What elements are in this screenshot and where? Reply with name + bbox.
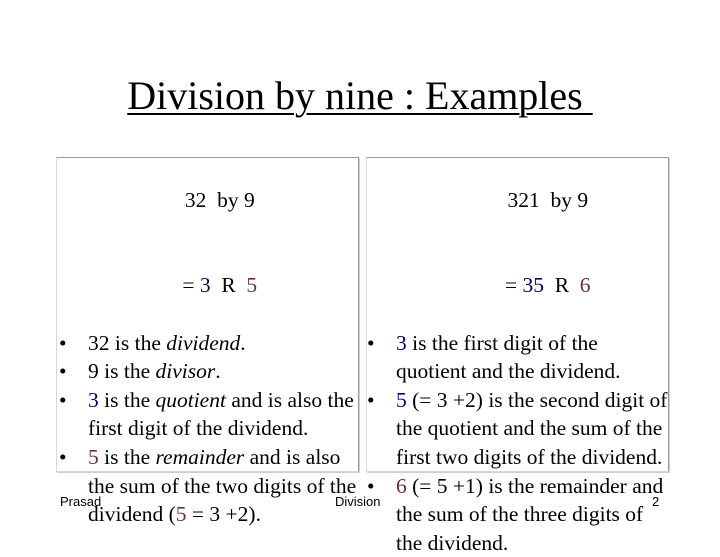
footer-author: Prasad	[60, 494, 102, 509]
left-quotient: 3	[199, 273, 211, 298]
left-heading-problem: 32 by 9	[184, 187, 255, 212]
right-bullet-2	[364, 386, 670, 472]
footer-page-number: 2	[652, 494, 660, 509]
right-example	[364, 157, 670, 557]
right-heading-r: R	[543, 273, 580, 298]
left-heading-line2	[56, 243, 360, 329]
right-bullet-list	[364, 329, 670, 557]
left-bullet-4-text: is the	[98, 444, 156, 469]
right-bullet-2-accent: 5	[396, 387, 407, 412]
right-bullet-2-text: (= 3 +2) is the second digit of the quotient and the sum of the first two digits of the dividend.	[396, 387, 668, 469]
right-bullet-3-text: (= 5 +1) is the remainder and the sum of the three digits of the dividend.	[396, 473, 664, 555]
left-bullet-4	[56, 443, 360, 529]
left-bullet-1	[56, 329, 360, 358]
left-bullet-3-text: is the	[98, 387, 156, 412]
left-bullet-4-accent2: 5	[175, 502, 187, 527]
right-heading-problem: 321 by 9	[507, 187, 589, 212]
slide-title-text: Division by nine : Examples	[127, 73, 593, 118]
bullet-icon: •	[59, 444, 67, 469]
bullet-icon: •	[367, 473, 375, 498]
bullet-icon: •	[59, 330, 67, 355]
right-bullet-1-accent: 3	[396, 330, 407, 355]
left-bullet-list	[56, 329, 360, 529]
left-bullet-1-em: dividend	[166, 330, 241, 355]
bullet-icon: •	[367, 330, 375, 355]
left-bullet-3-post: and is also the first digit of the dividend.	[88, 387, 354, 441]
left-bullet-2-post: .	[215, 359, 221, 384]
right-bullet-3	[364, 472, 670, 557]
left-bullet-3-accent: 3	[88, 387, 99, 412]
left-bullet-3-em: quotient	[155, 387, 226, 412]
right-quotient: 35	[522, 273, 544, 298]
left-example	[56, 157, 360, 529]
left-bullet-4-tail: = 3 +2).	[186, 502, 261, 527]
right-bullet-3-accent: 6	[396, 473, 407, 498]
left-bullet-2-text: 9 is the	[88, 359, 156, 384]
left-heading-line1	[56, 157, 360, 243]
left-bullet-3	[56, 386, 360, 443]
left-remainder: 5	[246, 273, 258, 298]
left-bullet-1-post: .	[240, 330, 246, 355]
footer-topic: Division	[335, 494, 381, 509]
right-heading-equals: =	[504, 273, 523, 298]
right-remainder: 6	[579, 273, 591, 298]
left-heading-r: R	[210, 273, 247, 298]
bullet-icon: •	[59, 387, 67, 412]
left-bullet-1-text: 32 is the	[88, 330, 167, 355]
left-heading-equals: =	[182, 273, 200, 298]
right-heading-line1	[364, 157, 670, 243]
right-bullet-1	[364, 329, 670, 386]
right-bullet-1-text: is the first digit of the quotient and the dividend.	[396, 330, 621, 384]
bullet-icon: •	[367, 387, 375, 412]
left-bullet-4-accent: 5	[88, 444, 99, 469]
right-heading-line2	[364, 243, 670, 329]
slide-title	[0, 72, 720, 120]
bullet-icon: •	[59, 359, 67, 384]
left-bullet-2	[56, 357, 360, 386]
left-bullet-4-post: and is also the sum of the two digits of the dividend (	[88, 444, 357, 527]
left-bullet-2-em: divisor	[155, 359, 216, 384]
left-bullet-4-em: remainder	[155, 444, 245, 469]
